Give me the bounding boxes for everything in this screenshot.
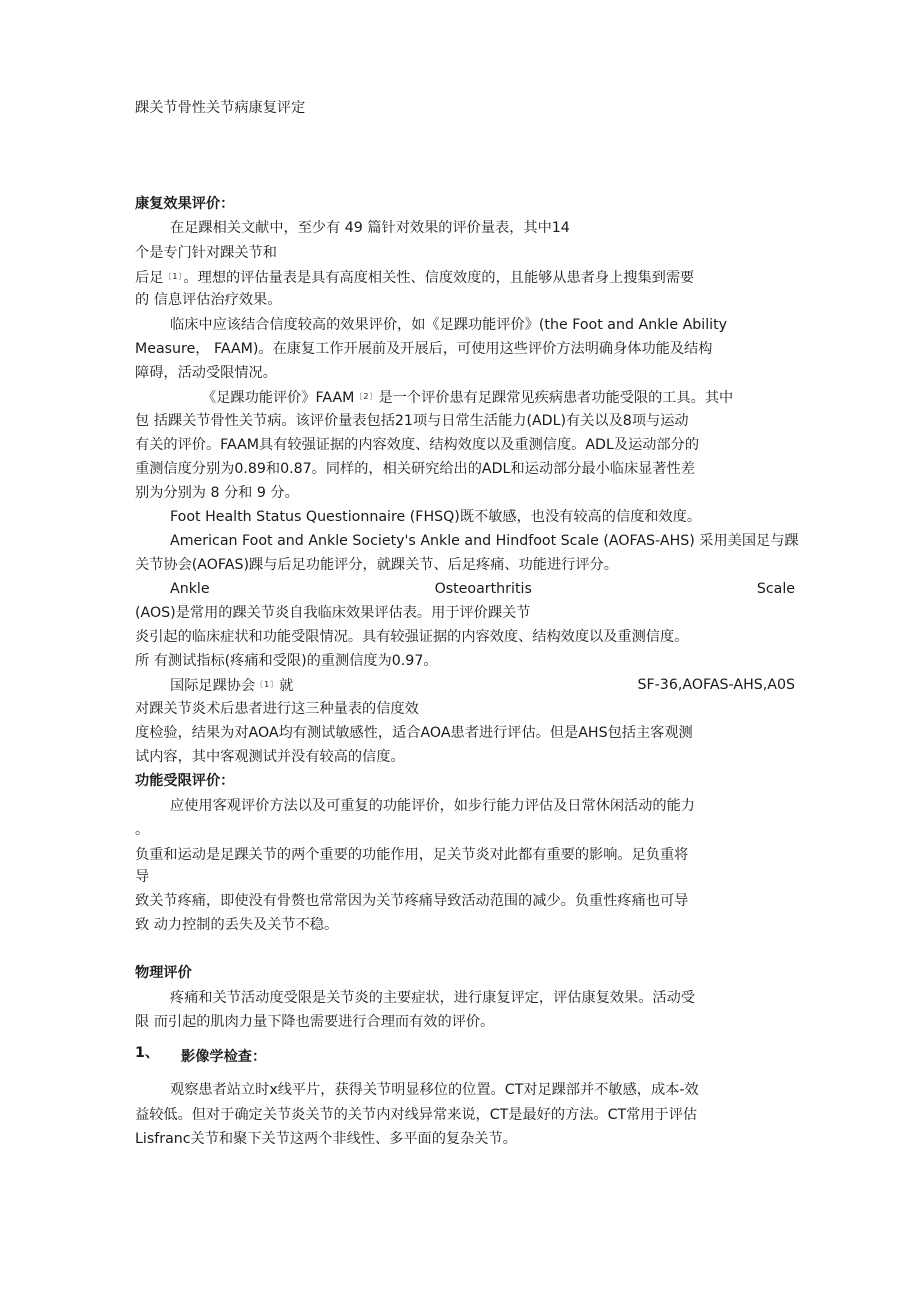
list-number: 1、 — [135, 1045, 160, 1061]
text-run: 《足踝功能评价》FAAM — [202, 390, 355, 406]
paragraph-line: 重测信度分别为0.89和0.87。同样的，相关研究给出的ADL和运动部分最小临床显著性差 — [135, 461, 695, 477]
paragraph-line — [135, 267, 795, 288]
paragraph-line — [202, 387, 802, 408]
paragraph-line: 别为分别为 8 分和 9 分。 — [135, 485, 299, 501]
paragraph-line — [170, 675, 795, 696]
section-heading: 物理评价 — [135, 965, 192, 981]
citation-ref: 〔1〕 — [163, 272, 184, 281]
paragraph-line: 负重和运动是足踝关节的两个重要的功能作用，足关节炎对此都有重要的影响。足负重将 — [135, 847, 689, 863]
paragraph-line: 临床中应该结合信度较高的效果评价，如《足踝功能评价》(the Foot and Ankle Ability — [170, 317, 728, 333]
paragraph-line: Lisfranc关节和聚下关节这两个非线性、多平面的复杂关节。 — [135, 1131, 517, 1147]
text-run: 后足 — [135, 270, 164, 286]
paragraph-line: 障碍，活动受限情况。 — [135, 365, 277, 381]
paragraph-line: 应使用客观评价方法以及可重复的功能评价，如步行能力评估及日常休闲活动的能力 — [170, 798, 695, 814]
paragraph-line: 所 有测试指标(疼痛和受限)的重测信度为0.97。 — [135, 653, 438, 669]
paragraph-line: 的 信息评估治疗效果。 — [135, 292, 282, 308]
paragraph-line — [170, 579, 795, 599]
paragraph-line: Foot Health Status Questionnaire (FHSQ)既不敏感，也没有较高的信度和效度。 — [170, 509, 702, 525]
paragraph-line: 疼痛和关节活动度受限是关节炎的主要症状，进行康复评定，评估康复效果。活动受 — [170, 990, 695, 1006]
paragraph-line: 致 动力控制的丢失及关节不稳。 — [135, 917, 339, 933]
section-heading: 功能受限评价： — [135, 773, 235, 789]
paragraph-line: 。 — [135, 822, 150, 838]
paragraph-line: 包 括踝关节骨性关节病。该评价量表包括21项与日常生活能力(ADL)有关以及8项与运动 — [135, 413, 689, 429]
paragraph-line: 试内容，其中客观测试并没有较高的信度。 — [135, 749, 405, 765]
section-heading: 康复效果评价： — [135, 196, 235, 212]
paragraph-line: American Foot and Ankle Society's Ankle and Hindfoot Scale (AOFAS-AHS) 采用美国足与踝 — [170, 533, 799, 549]
text-run: Scale — [756, 581, 795, 597]
section-heading: 影像学检查： — [181, 1049, 267, 1065]
text-run: 是一个评价患有足踝常见疾病患者功能受限的工具。其中 — [378, 390, 734, 406]
paragraph-line: (AOS)是常用的踝关节炎自我临床效果评估表。用于评价踝关节 — [135, 605, 531, 621]
paragraph-line: Measure， FAAM)。在康复工作开展前及开展后，可使用这些评价方法明确身体功能及结构 — [135, 341, 713, 357]
paragraph-line: 导 — [135, 869, 150, 885]
paragraph-line: 关节协会(AOFAS)踝与后足功能评分，就踝关节、后足疼痛、功能进行评分。 — [135, 557, 618, 573]
paragraph-line: 有关的评价。FAAM具有较强证据的内容效度、结构效度以及重测信度。ADL及运动部分的 — [135, 437, 700, 453]
text-run: 就 — [279, 678, 294, 694]
text-run: Ankle — [170, 581, 210, 597]
citation-ref: 〔2〕 — [354, 392, 379, 401]
text-run: 。理想的评估量表是具有高度相关性、信度效度的，且能够从患者身上搜集到需要 — [183, 270, 695, 286]
paragraph-line: 观察患者站立时x线平片，获得关节明显移位的位置。CT对足踝部并不敏感，成本-效 — [170, 1082, 699, 1098]
paragraph-line: 对踝关节炎术后患者进行这三种量表的信度效 — [135, 701, 419, 717]
text-run: SF-36,AOFAS-AHS,A0S — [637, 677, 795, 693]
text-run: Osteoarthritis — [434, 581, 532, 597]
paragraph-line: 益较低。但对于确定关节炎关节的关节内对线异常来说，CT是最好的方法。CT常用于评估 — [135, 1107, 698, 1123]
paragraph-line: 度检验，结果为对AOA均有测试敏感性，适合AOA患者进行评估。但是AHS包括主客观测 — [135, 725, 693, 741]
paragraph-line: 限 而引起的肌肉力量下降也需要进行合理而有效的评价。 — [135, 1014, 495, 1030]
citation-ref: 〔1〕 — [255, 680, 280, 689]
paragraph-line: 在足踝相关文献中，至少有 49 篇针对效果的评价量表，其中14 — [170, 220, 570, 236]
paragraph-line: 致关节疼痛，即使没有骨赘也常常因为关节疼痛导致活动范围的减少。负重性疼痛也可导 — [135, 893, 689, 909]
paragraph-line: 炎引起的临床症状和功能受限情况。具有较强证据的内容效度、结构效度以及重测信度。 — [135, 629, 689, 645]
text-run — [170, 675, 293, 696]
doc-title: 踝关节骨性关节病康复评定 — [135, 100, 306, 116]
text-run: 国际足踝协会 — [170, 678, 256, 694]
paragraph-line: 个是专门针对踝关节和 — [135, 245, 277, 261]
